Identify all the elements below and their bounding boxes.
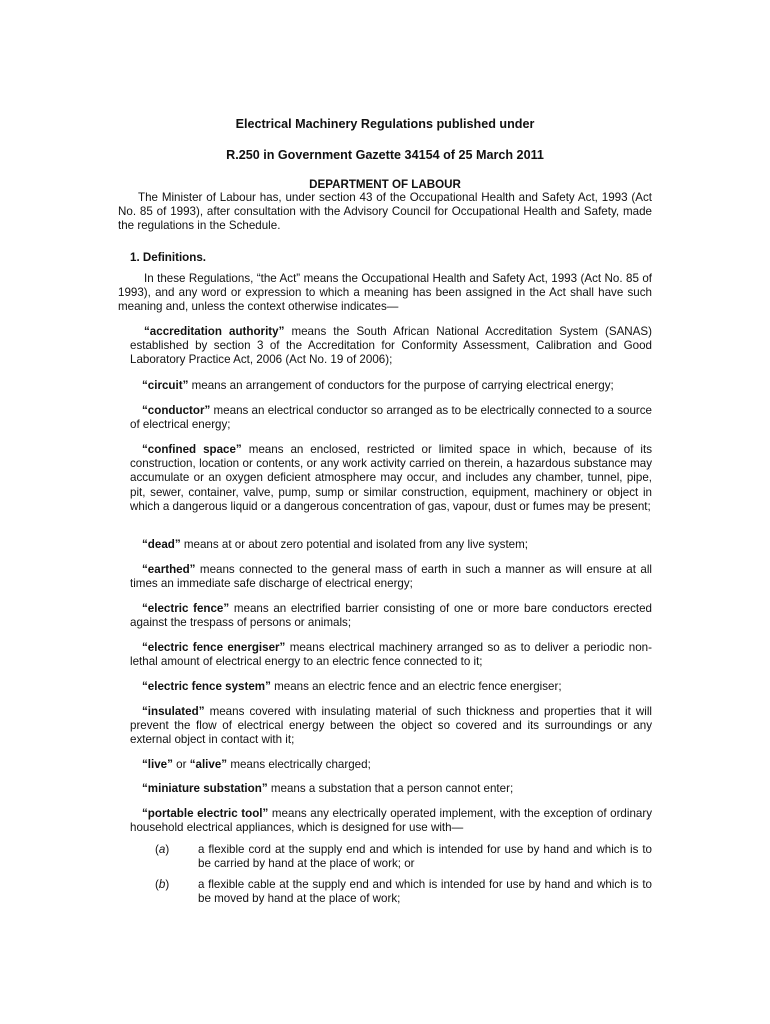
definition-term: “electric fence”	[142, 602, 230, 615]
definition-confined-space	[130, 443, 652, 514]
list-item-label-b: (b)	[155, 878, 170, 891]
definition-earthed	[130, 563, 652, 591]
intro-paragraph: In these Regulations, “the Act” means the Occupational Health and Safety Act, 1993 (Act No. 85 of 1993), and any word or expression to which a meaning has been assigned in the Act shall have such meaning and, unless the context otherwise indicates—	[118, 272, 652, 314]
definition-term: “electric fence system”	[142, 680, 271, 693]
definition-insulated	[130, 705, 652, 748]
definition-term: “earthed”	[142, 563, 196, 576]
definition-electric-fence-energiser	[130, 641, 652, 669]
definition-text: means a substation that a person cannot enter;	[267, 782, 514, 795]
definition-text: means an electrical conductor so arranged as to be electrically connected to a source of electrical energy;	[130, 404, 652, 432]
definition-circuit	[130, 379, 652, 393]
document-title-line-2: R.250 in Government Gazette 34154 of 25 March 2011	[226, 148, 544, 162]
definition-text: means connected to the general mass of earth in such a manner as will ensure at all times an immediate safe discharge of electrical energy;	[130, 563, 652, 591]
definition-text: means an electric fence and an electric fence energiser;	[270, 680, 562, 693]
definition-electric-fence	[130, 602, 652, 630]
department-heading: DEPARTMENT OF LABOUR	[309, 178, 461, 191]
definition-text: means an enclosed, restricted or limited space in which, because of its construction, location or contents, or any work activity carried on therein, a hazardous substance may accumulate or an oxygen deficient atmosphere may occur, and includes any chamber, tunnel, pipe, pit, sewer, container, valve, pump, sump or similar construction, equipment, machinery or object in which a dangerous liquid or a dangerous concentration of gas, vapour, dust or fumes may be present;	[130, 443, 652, 513]
definition-term: “live”	[142, 758, 173, 771]
list-item-text-b: a flexible cable at the supply end and which is intended for use by hand and which is to be moved by hand at the place of work;	[198, 878, 652, 906]
preamble-paragraph: The Minister of Labour has, under section 43 of the Occupational Health and Safety Act, 1993 (Act No. 85 of 1993), after consultation with the Advisory Council for Occupational Health and Safety, made the regulations in the Schedule.	[118, 191, 652, 233]
definition-term: “portable electric tool”	[142, 807, 269, 820]
list-item-label-a: (a)	[155, 843, 170, 856]
definition-term: “electric fence energiser”	[142, 641, 286, 654]
definition-text: means any electrically operated implement, with the exception of ordinary household electrical appliances, which is designed for use with—	[130, 807, 653, 835]
definition-text: means electrically charged;	[227, 758, 371, 771]
definition-term: “insulated”	[142, 705, 205, 718]
section-heading: 1. Definitions.	[130, 251, 207, 264]
definition-text: means at or about zero potential and isolated from any live system;	[180, 538, 529, 551]
definition-dead	[130, 538, 652, 552]
definition-text: means covered with insulating material of such thickness and properties that it will prevent the flow of electrical energy between the object so covered and its surroundings or any external object in contact with it;	[130, 705, 652, 747]
definition-term: “confined space”	[142, 443, 242, 456]
definition-live	[130, 758, 652, 772]
definition-text: means electrical machinery arranged so as to deliver a periodic non-lethal amount of electrical energy to an electric fence connected to it;	[130, 641, 652, 669]
definition-term: “miniature substation”	[142, 782, 268, 795]
list-item-text-a: a flexible cord at the supply end and which is intended for use by hand and which is to be carried by hand at the place of work; or	[198, 843, 652, 871]
definition-term: “dead”	[142, 538, 181, 551]
definition-text: means an arrangement of conductors for the purpose of carrying electrical energy;	[188, 379, 614, 392]
definition-electric-fence-system	[130, 680, 652, 694]
definition-text: means the South African National Accreditation System (SANAS) established by section 3 of the Accreditation for Conformity Assessment, Calibration and Good Laboratory Practice Act, 2006 (Act No. 19 of 2006);	[130, 325, 652, 367]
definition-term: “circuit”	[142, 379, 189, 392]
definition-miniature-substation	[130, 782, 652, 796]
definition-term: “conductor”	[142, 404, 211, 417]
definition-conductor	[130, 404, 652, 432]
definition-accreditation-authority	[130, 325, 652, 368]
definition-connector: or	[172, 758, 190, 771]
definition-text: means an electrified barrier consisting of one or more bare conductors erected against the trespass of persons or animals;	[130, 602, 652, 630]
document-title-line-1: Electrical Machinery Regulations published under	[235, 117, 535, 131]
definition-portable-electric-tool	[130, 807, 652, 835]
definition-term: “accreditation authority”	[144, 325, 285, 338]
definition-term-alternate: “alive”	[189, 758, 228, 771]
